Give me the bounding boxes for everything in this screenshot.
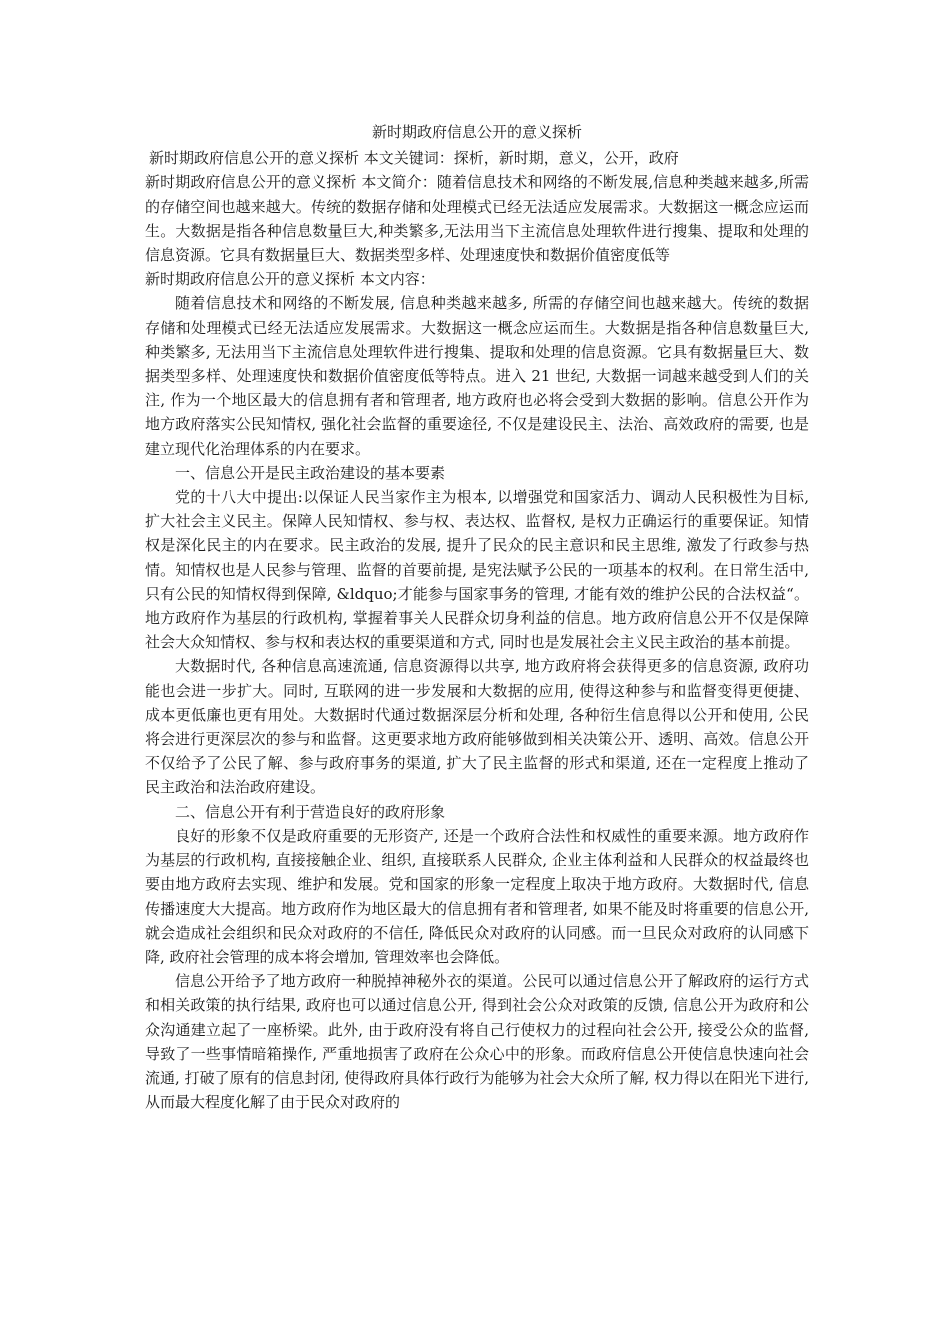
document-title: 新时期政府信息公开的意义探析 (371, 123, 582, 141)
body-paragraph: 信息公开给予了地方政府一种脱掉神秘外衣的渠道。公民可以通过信息公开了解政府的运行方式和相关政策的执行结果, 政府也可以通过信息公开, 得到社会公众对政策的反馈, 信息公开为政府和公众沟通建立起了一座桥梁。此外, 由于政府没有将自己行使权力的过程向社会公开, 接受公众的监督, 导致了一些事情暗箱操作, 严重地损害了政府在公众心中的形象。而政府信息公开使信息快速向社会流通, 打破了原有的信息封闭, 使得政府具体行政行为能够为社会大众所了解, 权力得以在阳光下进行, 从而最大程度化解了由于民众对政府的 (145, 972, 809, 1112)
keywords-line: 新时期政府信息公开的意义探析 本文关键词：探析，新时期，意义，公开，政府 (149, 149, 679, 168)
body-paragraph: 良好的形象不仅是政府重要的无形资产, 还是一个政府合法性和权威性的重要来源。地方政府作为基层的行政机构, 直接接触企业、组织, 直接联系人民群众, 企业主体利益和人民群众的权益最终也要由地方政府去实现、维护和发展。党和国家的形象一定程度上取决于地方政府。大数据时代, 信息传播速度大大提高。地方政府作为地区最大的信息拥有者和管理者, 如果不能及时将重要的信息公开, 就会造成社会组织和民众对政府的不信任, 降低民众对政府的认同感。而一旦民众对政府的认同感下降, 政府社会管理的成本将会增加, 管理效率也会降低。 (145, 826, 809, 966)
section-heading: 二、信息公开有利于营造良好的政府形象 (175, 802, 446, 821)
summary-line: 新时期政府信息公开的意义探析 本文简介：随着信息技术和网络的不断发展,信息种类越来越多,所需的存储空间也越来越大。传统的数据存储和处理模式已经无法适应发展需求。大数据这一概念应运而生。大数据是指各种信息数量巨大,种类繁多,无法用当下主流信息处理软件进行搜集、提取和处理的信息资源。它具有数据量巨大、数据类型多样、处理速度快和数据价值密度低等 (145, 173, 809, 265)
body-paragraph: 党的十八大中提出:以保证人民当家作主为根本, 以增强党和国家活力、调动人民积极性为目标, 扩大社会主义民主。保障人民知情权、参与权、表达权、监督权, 是权力正确运行的重要保证。知情权是深化民主的内在要求。民主政治的发展, 提升了民众的民主意识和民主思维, 激发了行政参与热情。知情权也是人民参与管理、监督的首要前提, 是宪法赋予公民的一项基本的权利。在日常生活中, 只有公民的知情权得到保障, &ldquo;才能参与国家事务的管理, 才能有效的维护公民的合法权益“。地方政府作为基层的行政机构, 掌握着事关人民群众切身利益的信息。地方政府信息公开不仅是保障社会大众知情权、参与权和表达权的重要渠道和方式, 同时也是发展社会主义民主政治的基本前提。 (145, 488, 809, 652)
content-label: 新时期政府信息公开的意义探析 本文内容： (145, 270, 435, 289)
document-page (145, 120, 809, 1114)
section-heading: 一、信息公开是民主政治建设的基本要素 (175, 463, 446, 482)
body-paragraph: 大数据时代, 各种信息高速流通, 信息资源得以共享, 地方政府将会获得更多的信息资源, 政府功能也会进一步扩大。同时, 互联网的进一步发展和大数据的应用, 使得这种参与和监督变得更便捷、成本更低廉也更有用处。大数据时代通过数据深层分析和处理, 各种衍生信息得以公开和使用, 公民将会进行更深层次的参与和监督。这更要求地方政府能够做到相关决策公开、透明、高效。信息公开不仅给予了公民了解、参与政府事务的渠道, 扩大了民主监督的形式和渠道, 还在一定程度上推动了民主政治和法治政府建设。 (145, 657, 809, 797)
body-paragraph: 随着信息技术和网络的不断发展, 信息种类越来越多, 所需的存储空间也越来越大。传统的数据存储和处理模式已经无法适应发展需求。大数据这一概念应运而生。大数据是指各种信息数量巨大, 种类繁多, 无法用当下主流信息处理软件进行搜集、提取和处理的信息资源。它具有数据量巨大、数据类型多样、处理速度快和数据价值密度低等特点。进入 21 世纪, 大数据一词越来越受到人们的关注, 作为一个地区最大的信息拥有者和管理者, 地方政府也必将会受到大数据的影响。信息公开作为地方政府落实公民知情权, 强化社会监督的重要途径, 不仅是建设民主、法治、高效政府的需要, 也是建立现代化治理体系的内在要求。 (145, 294, 809, 458)
